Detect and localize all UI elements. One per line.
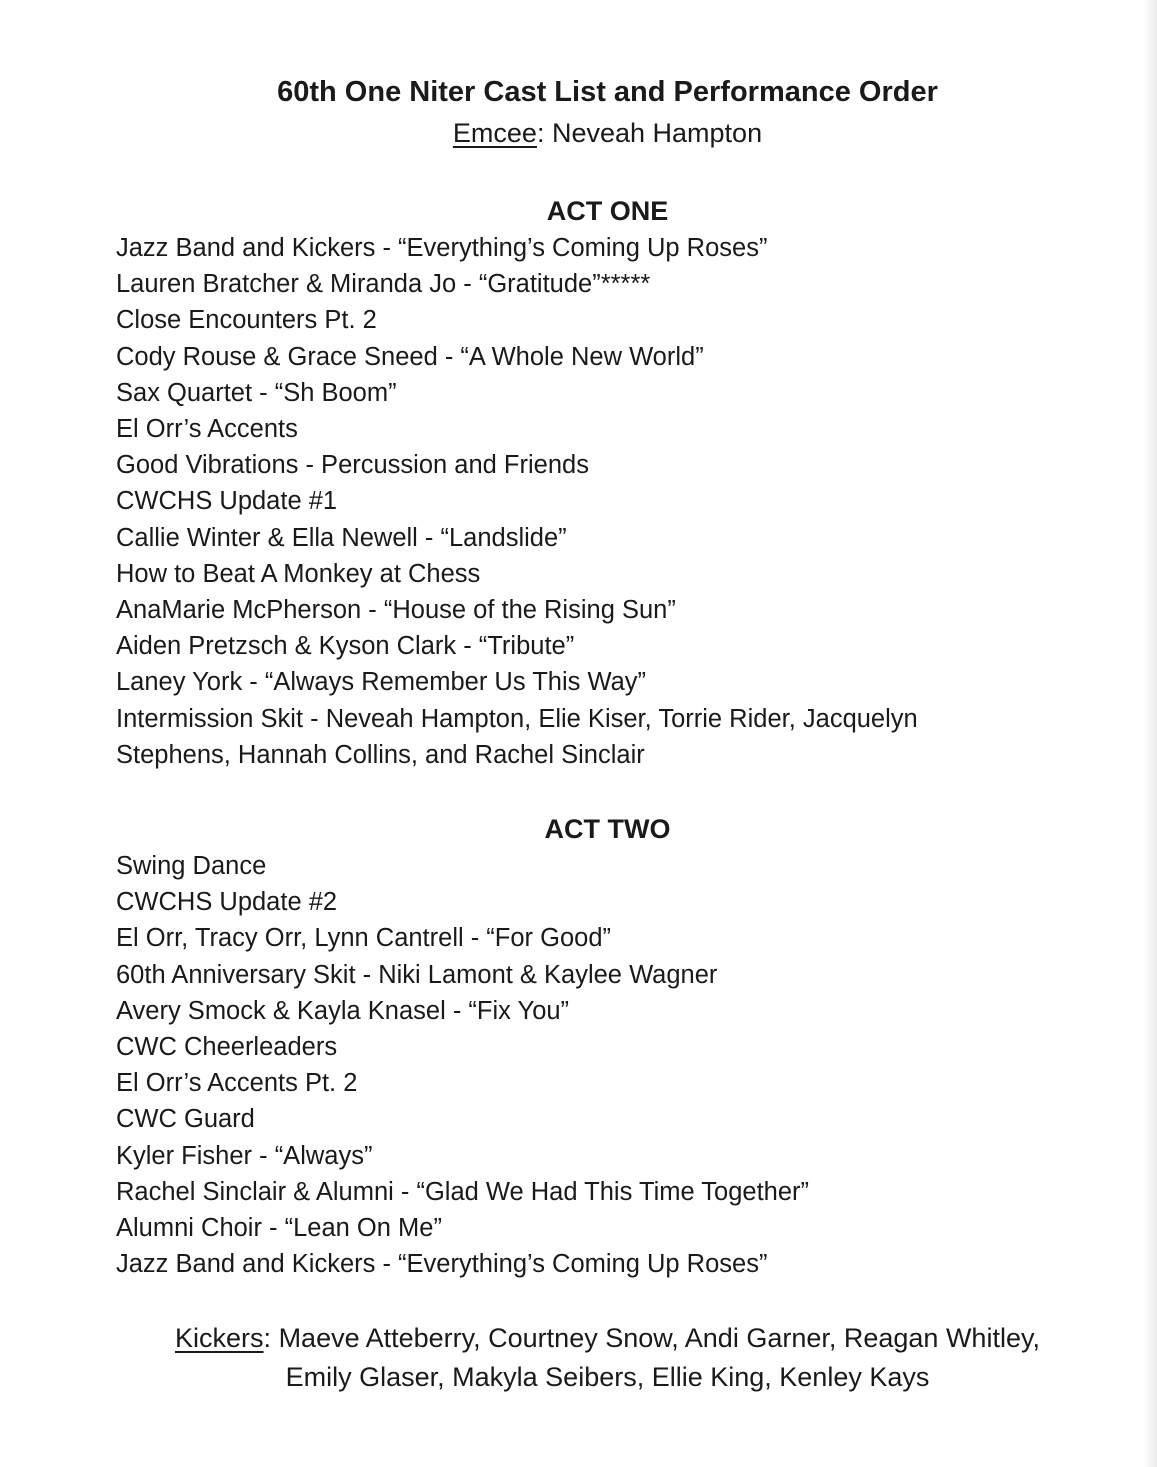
kickers-names-2: Emily Glaser, Makyla Seibers, Ellie King, Kenley Kays [285, 1362, 930, 1392]
kickers-block [0, 1319, 1157, 1397]
act-two-list [116, 848, 809, 1282]
act-two-item: El Orr’s Accents Pt. 2 [116, 1069, 358, 1098]
act-two-item: Avery Smock & Kayla Knasel - “Fix You” [116, 996, 570, 1025]
act-two-heading: ACT TWO [544, 814, 671, 844]
act-one-item: Intermission Skit - Neveah Hampton, Elie Kiser, Torrie Rider, Jacquelyn [116, 704, 918, 733]
emcee-line [0, 115, 1157, 151]
act-one-list [116, 230, 918, 773]
act-one-item: How to Beat A Monkey at Chess [116, 559, 481, 588]
act-two-item: Jazz Band and Kickers - “Everything’s Coming Up Roses” [116, 1250, 768, 1279]
document-title: 60th One Niter Cast List and Performance Order [277, 76, 938, 108]
act-two-item: Rachel Sinclair & Alumni - “Glad We Had This Time Together” [116, 1177, 810, 1206]
kickers-line-1 [0, 1319, 1157, 1358]
emcee-label: Emcee [452, 118, 537, 148]
act-one-heading: ACT ONE [546, 196, 669, 226]
act-one-item: Cody Rouse & Grace Sneed - “A Whole New World” [116, 342, 704, 371]
act-one-item: Jazz Band and Kickers - “Everything’s Coming Up Roses” [116, 234, 768, 262]
act-two-item: 60th Anniversary Skit - Niki Lamont & Kaylee Wagner [116, 960, 718, 989]
kickers-separator: : [263, 1323, 279, 1353]
act-one-item: Aiden Pretzsch & Kyson Clark - “Tribute” [116, 632, 575, 661]
kickers-label: Kickers [175, 1323, 264, 1353]
emcee-separator: : [536, 118, 552, 148]
act-one-item: Close Encounters Pt. 2 [116, 306, 377, 335]
act-two-item: El Orr, Tracy Orr, Lynn Cantrell - “For Good” [116, 924, 612, 953]
act-one-item: Laney York - “Always Remember Us This Way” [116, 668, 646, 697]
act-one-item: AnaMarie McPherson - “House of the Rising Sun” [116, 596, 676, 625]
act-two-item: Kyler Fisher - “Always” [116, 1141, 373, 1170]
act-one-item: CWCHS Update #1 [116, 487, 338, 516]
act-one-item: Stephens, Hannah Collins, and Rachel Sinclair [116, 740, 645, 769]
act-two-item: CWC Guard [116, 1105, 255, 1134]
act-two-item: CWCHS Update #2 [116, 888, 338, 917]
act-two-item: Alumni Choir - “Lean On Me” [116, 1214, 442, 1243]
act-one-item: Callie Winter & Ella Newell - “Landslide” [116, 523, 567, 552]
act-two-item: Swing Dance [116, 852, 267, 880]
act-two-item: CWC Cheerleaders [116, 1033, 338, 1062]
act-one-item: Lauren Bratcher & Miranda Jo - “Gratitude”***** [116, 270, 651, 299]
act-one-item: Sax Quartet - “Sh Boom” [116, 378, 397, 407]
act-one-item: Good Vibrations - Percussion and Friends [116, 451, 589, 480]
act-one-item: El Orr’s Accents [116, 415, 298, 444]
kickers-names-1: Maeve Atteberry, Courtney Snow, Andi Garner, Reagan Whitley, [278, 1323, 1040, 1353]
emcee-name: Neveah Hampton [551, 118, 763, 148]
